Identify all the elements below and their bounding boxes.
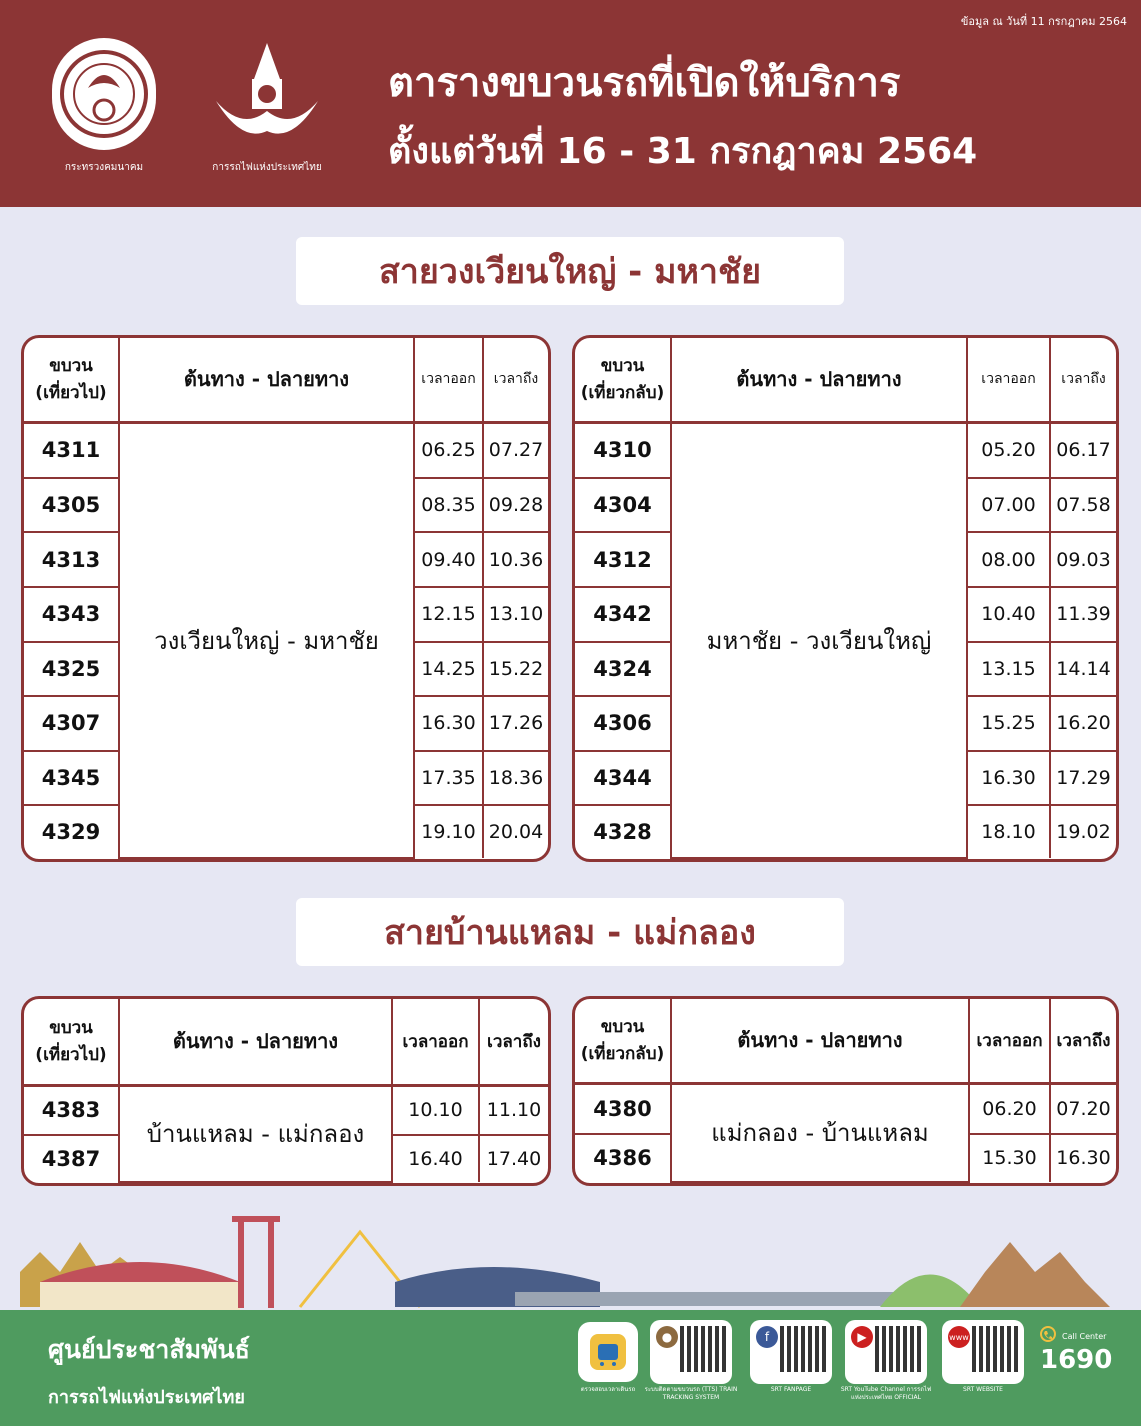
srt-emblem-icon	[206, 38, 328, 150]
qr-youtube[interactable]	[845, 1320, 927, 1384]
table-row: 4325 14.25 15.22	[24, 642, 548, 697]
col-depart-header: เวลาออก	[392, 999, 479, 1085]
qr-tts[interactable]	[650, 1320, 732, 1384]
col-train-header: ขบวน (เที่ยวไป)	[24, 338, 119, 422]
col-arrive-header: เวลาถึง	[479, 999, 548, 1085]
col-depart-header: เวลาออก	[414, 338, 483, 422]
col-train-header: ขบวน (เที่ยวกลับ)	[575, 999, 671, 1083]
ministry-seal-icon	[52, 38, 156, 150]
qr-facebook[interactable]	[750, 1320, 832, 1384]
qr-caption: SRT YouTube Channel การรถไฟแห่งประเทศไทย OFFICIAL	[840, 1386, 932, 1401]
app-caption: ตรวจสอบเวลาเดินรถ	[580, 1386, 636, 1393]
table-row: 4304 07.00 07.58	[575, 478, 1116, 533]
route-cell: มหาชัย - วงเวียนใหญ่	[671, 422, 967, 858]
table-row: 4345 17.35 18.36	[24, 751, 548, 806]
table-row: 4380 แม่กลอง - บ้านแหลม 06.20 07.20	[575, 1083, 1116, 1134]
table-row: 4383 บ้านแหลม - แม่กลอง 10.10 11.10	[24, 1085, 548, 1135]
table-row: 4386 15.30 16.30	[575, 1134, 1116, 1182]
col-route-header: ต้นทาง - ปลายทาง	[671, 338, 967, 422]
srt-logo	[206, 38, 328, 175]
line1-title: สายวงเวียนใหญ่ - มหาชัย	[296, 237, 844, 305]
table-row: 4344 16.30 17.29	[575, 751, 1116, 806]
table-row: 4324 13.15 14.14	[575, 642, 1116, 697]
line1-outbound-table	[21, 335, 551, 862]
srt-caption: การรถไฟแห่งประเทศไทย	[212, 162, 322, 173]
qr-code-icon	[780, 1326, 826, 1372]
line2-inbound-table	[572, 996, 1119, 1186]
col-arrive-header: เวลาถึง	[1050, 999, 1116, 1083]
table-row: 4312 08.00 09.03	[575, 532, 1116, 587]
www-icon: www	[948, 1326, 970, 1348]
col-depart-header: เวลาออก	[967, 338, 1050, 422]
table-row: 4343 12.15 13.10	[24, 587, 548, 642]
qr-code-icon	[972, 1326, 1018, 1372]
ministry-logo	[52, 38, 156, 175]
col-train-header: ขบวน (เที่ยวกลับ)	[575, 338, 671, 422]
route-cell: วงเวียนใหญ่ - มหาชัย	[119, 422, 414, 858]
line2-outbound-table	[21, 996, 551, 1186]
phone-icon	[1040, 1326, 1056, 1342]
ministry-caption: กระทรวงคมนาคม	[64, 162, 144, 173]
skyline-illustration-icon	[0, 1212, 1141, 1312]
col-route-header: ต้นทาง - ปลายทาง	[119, 338, 414, 422]
page-subtitle: ตั้งแต่วันที่ 16 - 31 กรกฎาคม 2564	[388, 131, 978, 172]
qr-website[interactable]	[942, 1320, 1024, 1384]
col-depart-header: เวลาออก	[969, 999, 1050, 1083]
table-row: 4306 15.25 16.20	[575, 696, 1116, 751]
table-row: 4305 08.35 09.28	[24, 478, 548, 533]
col-train-header: ขบวน (เที่ยวไป)	[24, 999, 119, 1085]
table-row: 4342 10.40 11.39	[575, 587, 1116, 642]
table-row: 4307 16.30 17.26	[24, 696, 548, 751]
footer-org-title: ศูนย์ประชาสัมพันธ์	[48, 1335, 250, 1364]
header-banner	[0, 0, 1141, 207]
call-center-number[interactable]: 1690	[1040, 1345, 1113, 1375]
facebook-icon: f	[756, 1326, 778, 1348]
call-center-label: Call Center	[1062, 1332, 1107, 1341]
qr-code-icon	[875, 1326, 921, 1372]
as-of-date: ข้อมูล ณ วันที่ 11 กรกฎาคม 2564	[960, 15, 1127, 28]
route-cell: บ้านแหลม - แม่กลอง	[119, 1085, 392, 1182]
footer-org-subtitle: การรถไฟแห่งประเทศไทย	[48, 1387, 245, 1408]
line2-title: สายบ้านแหลม - แม่กลอง	[296, 898, 844, 966]
table-row: 4311 วงเวียนใหญ่ - มหาชัย 06.25 07.27	[24, 422, 548, 478]
timetable-app-icon[interactable]	[578, 1322, 638, 1382]
table-row: 4310 มหาชัย - วงเวียนใหญ่ 05.20 06.17	[575, 422, 1116, 478]
qr-caption: SRT FANPAGE	[770, 1386, 812, 1393]
table-row: 4329 19.10 20.04	[24, 805, 548, 858]
table-row: 4387 16.40 17.40	[24, 1135, 548, 1182]
qr-code-icon	[680, 1326, 726, 1372]
qr-caption: SRT WEBSITE	[963, 1386, 1003, 1393]
col-route-header: ต้นทาง - ปลายทาง	[671, 999, 969, 1083]
route-cell: แม่กลอง - บ้านแหลม	[671, 1083, 969, 1182]
qr-caption: ระบบติดตามขบวนรถ (TTS) TRAIN TRACKING SYSTEM	[644, 1386, 738, 1401]
youtube-icon: ▶	[851, 1326, 873, 1348]
col-route-header: ต้นทาง - ปลายทาง	[119, 999, 392, 1085]
tts-icon: ●	[656, 1326, 678, 1348]
page-title: ตารางขบวนรถที่เปิดให้บริการ	[388, 60, 901, 106]
col-arrive-header: เวลาถึง	[483, 338, 548, 422]
table-row: 4313 09.40 10.36	[24, 532, 548, 587]
line1-inbound-table	[572, 335, 1119, 862]
table-row: 4328 18.10 19.02	[575, 805, 1116, 858]
col-arrive-header: เวลาถึง	[1050, 338, 1116, 422]
